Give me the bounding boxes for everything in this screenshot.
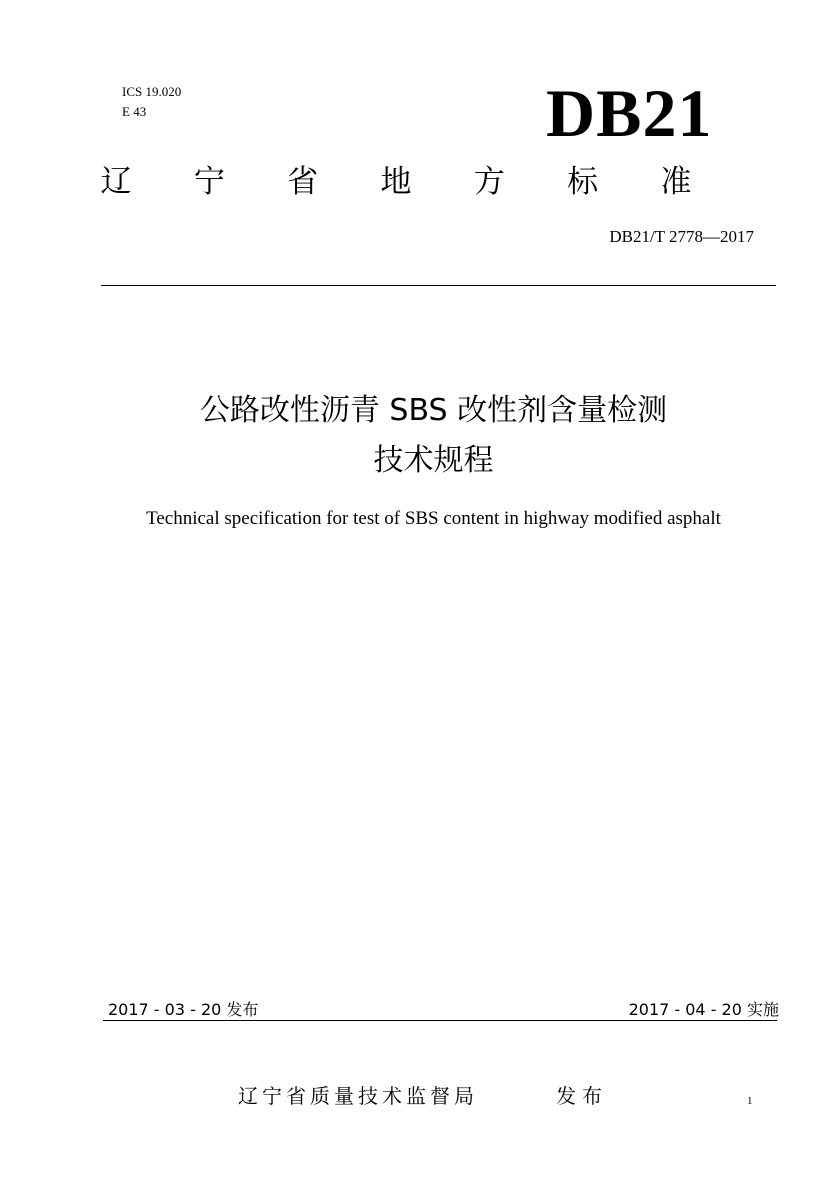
title-cn-line-1: 公路改性沥青 SBS 改性剂含量检测 bbox=[199, 393, 668, 428]
standard-number: DB21/T 2778—2017 bbox=[609, 227, 754, 246]
standard-type-title bbox=[96, 160, 696, 204]
title-char: 辽 bbox=[100, 164, 132, 200]
title-char: 准 bbox=[660, 164, 692, 200]
standard-code-prefix: DB21 bbox=[546, 75, 713, 151]
effective-date: 2017 - 04 - 20 实施 bbox=[628, 1000, 779, 1019]
publisher-name: 辽宁省质量技术监督局 bbox=[238, 1084, 478, 1108]
ics-classification bbox=[122, 82, 181, 122]
footer-divider bbox=[103, 1020, 777, 1021]
header-divider bbox=[101, 285, 776, 286]
ics-code: ICS 19.020 bbox=[122, 84, 182, 99]
page-number: 1 bbox=[747, 1095, 753, 1107]
title-char: 地 bbox=[380, 164, 412, 200]
title-char: 方 bbox=[473, 164, 505, 200]
publisher-action: 发布 bbox=[556, 1084, 608, 1108]
title-char: 宁 bbox=[193, 164, 225, 200]
document-title-cn bbox=[0, 386, 833, 486]
category-code: E 43 bbox=[122, 104, 147, 119]
title-char: 标 bbox=[567, 164, 599, 200]
title-cn-line-2: 技术规程 bbox=[373, 443, 494, 478]
title-char: 省 bbox=[287, 164, 319, 200]
document-title-en: Technical specification for test of SBS content in highway modified asphalt bbox=[146, 508, 721, 529]
publish-date: 2017 - 03 - 20 发布 bbox=[108, 1000, 259, 1019]
